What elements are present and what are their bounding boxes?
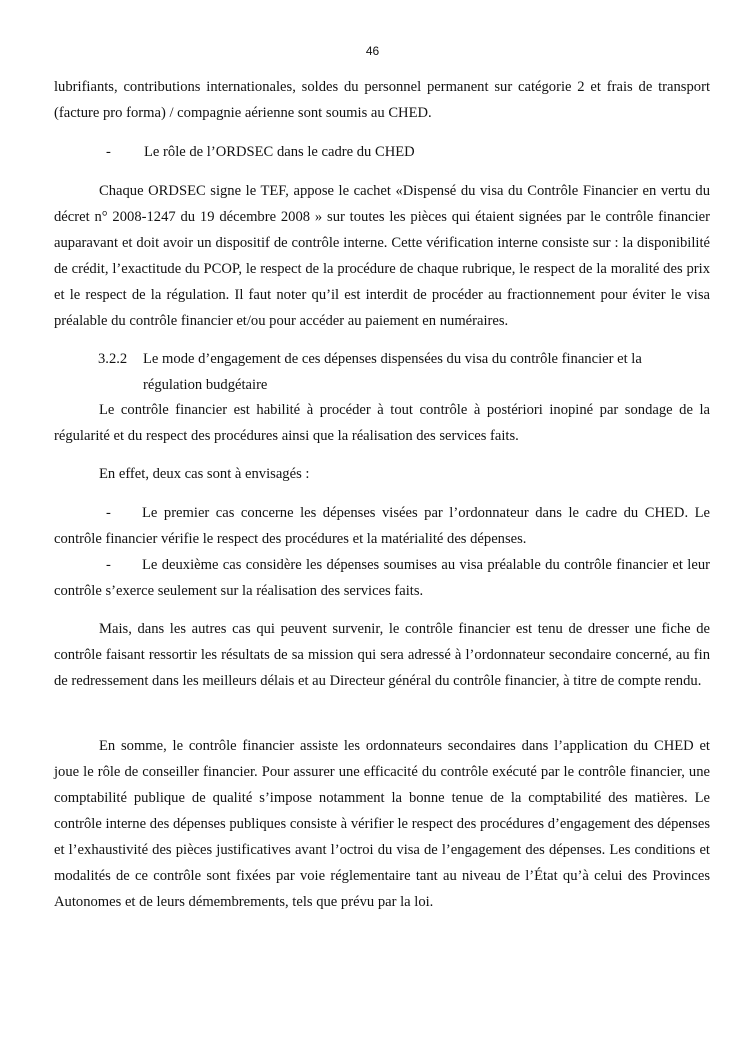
- paragraph-fiche-controle: Mais, dans les autres cas qui peuvent survenir, le contrôle financier est tenu de dresser une fiche de contrôle faisant ressortir les résultats de sa mission qui sera adressé à l’ordonnateur secondaire concerné, au fin de redressement dans les meilleurs délais et au Directeur général du contrôle financier, à titre de compte rendu.: [54, 621, 710, 689]
- page-number: 46: [365, 44, 380, 58]
- bullet-dash: -: [106, 557, 111, 573]
- bullet-case-two: [54, 552, 710, 604]
- bullet-dash: -: [106, 505, 111, 521]
- paragraph-ordsec: Chaque ORDSEC signe le TEF, appose le cachet «Dispensé du visa du Contrôle Financier en vertu du décret n° 2008-1247 du 19 décembre 2008 » sur toutes les pièces qui étaient signées par le contrôle financier auparavant et doit avoir un dispositif de contrôle interne. Cette vérification interne consiste sur : la disponibilité de crédit, l’exactitude du PCOP, le respect de la procédure de chaque rubrique, le respect de la moralité des prix et le respect de la régulation. Il faut noter qu’il est interdit de procéder au fractionnement pour éviter le visa préalable du contrôle financier et/ou pour accéder au paiement en numéraires.: [54, 183, 710, 329]
- section-title: Le mode d’engagement de ces dépenses dispensées du visa du contrôle financier et la régulation budgétaire: [143, 351, 642, 393]
- paragraph-en-somme: En somme, le contrôle financier assiste les ordonnateurs secondaires dans l’application du CHED et joue le rôle de conseiller financier. Pour assurer une efficacité du contrôle exécuté par le contrôle financier, une comptabilité publique de qualité s’impose notamment la bonne tenue de la comptabilité des matières. Le contrôle interne des dépenses publiques consiste à vérifier le respect des procédures d’engagement des dépenses et l’exhaustivité des pièces justificatives avant l’octroi du visa de l’engagement des dépenses. Les conditions et modalités de ce contrôle sont fixées par voie réglementaire tant au niveau de l’État qu’à celui des Provinces Autonomes et de leurs démembrements, tels que prévu par la loi.: [54, 738, 710, 910]
- paragraph-controle-posteriori: Le contrôle financier est habilité à procéder à tout contrôle à postériori inopiné par sondage de la régularité et du respect des procédures ainsi que la réalisation des services faits.: [54, 402, 710, 444]
- paragraph-intro: lubrifiants, contributions internationales, soldes du personnel permanent sur catégorie 2 et frais de transport (facture pro forma) / compagnie aérienne sont soumis au CHED.: [54, 79, 710, 121]
- section-heading: [98, 346, 718, 398]
- paragraph-deux-cas: En effet, deux cas sont à envisagés :: [99, 466, 310, 482]
- bullet-case-one-text: Le premier cas concerne les dépenses visées par l’ordonnateur dans le cadre du CHED. Le contrôle financier vérifie le respect des procédures et la matérialité des dépenses.: [54, 505, 710, 547]
- section-number: 3.2.2: [98, 351, 128, 367]
- bullet-case-one: [54, 500, 710, 552]
- bullet-dash: -: [106, 144, 111, 160]
- bullet-case-two-text: Le deuxième cas considère les dépenses soumises au visa préalable du contrôle financier et leur contrôle s’exerce seulement sur la réalisation des services faits.: [54, 557, 710, 599]
- bullet-role-text: Le rôle de l’ORDSEC dans le cadre du CHED: [144, 144, 415, 160]
